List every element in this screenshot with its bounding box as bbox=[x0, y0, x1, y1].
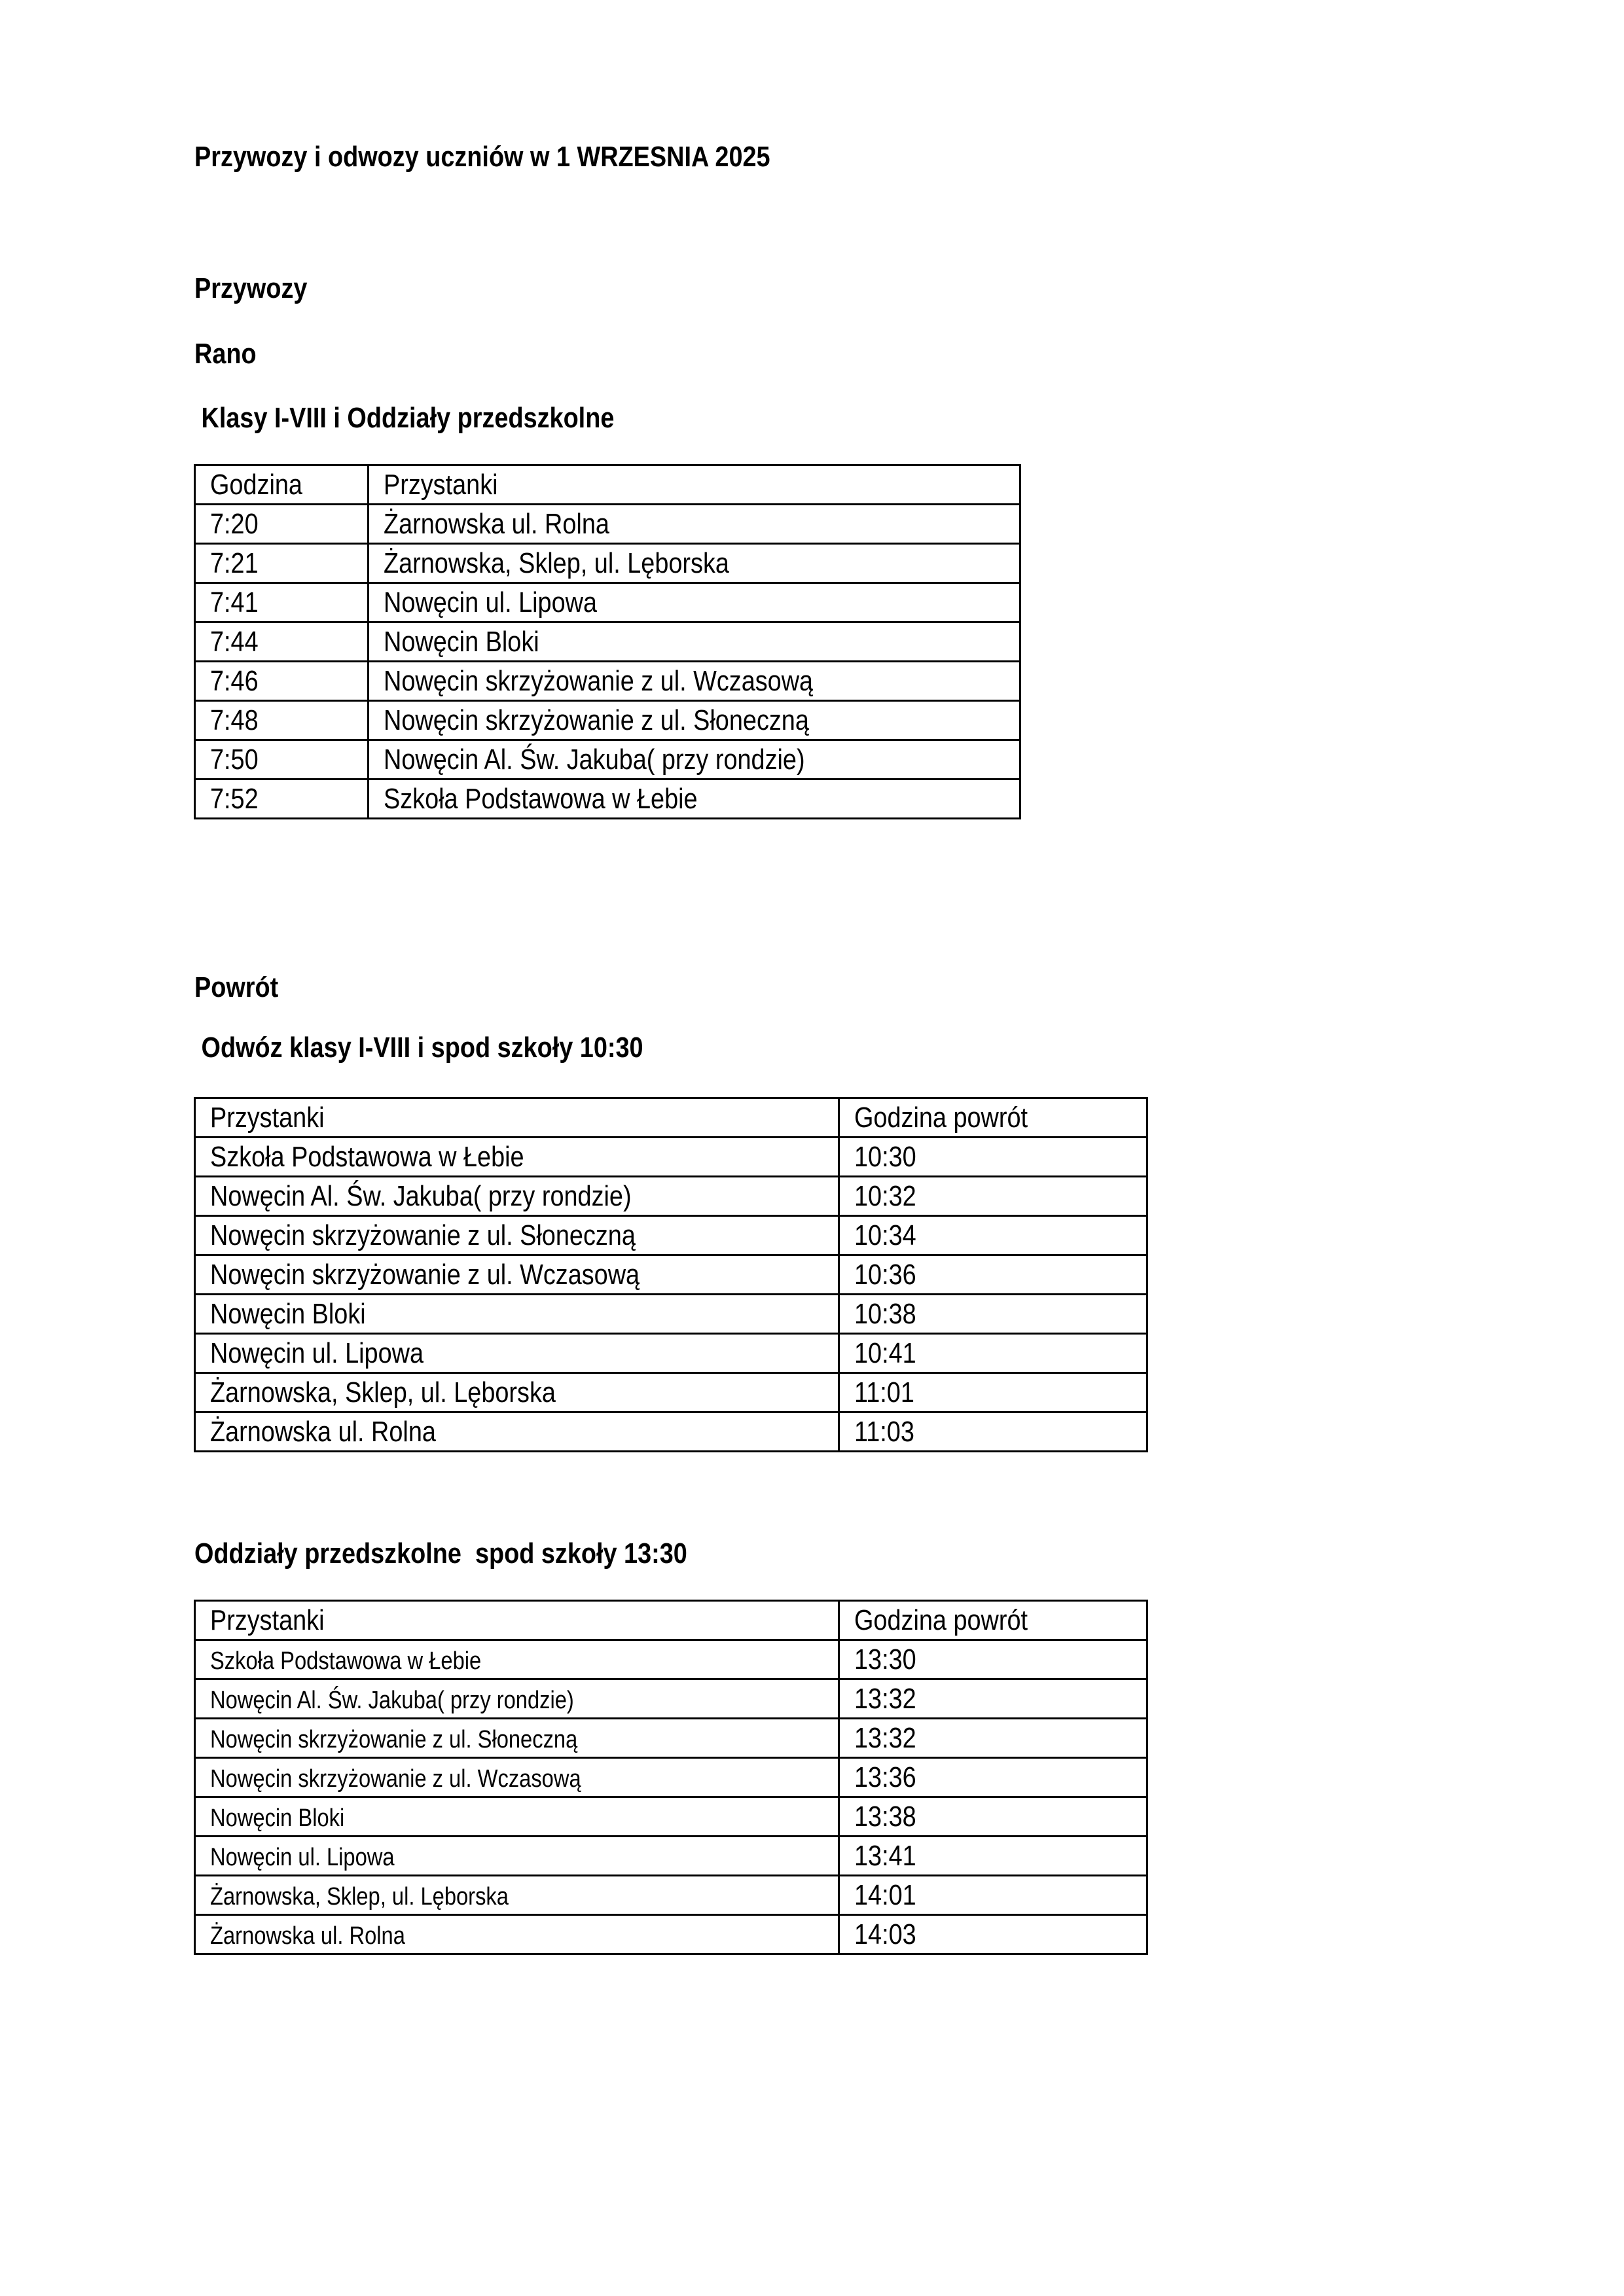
time-cell: 7:46 bbox=[195, 662, 369, 701]
stop-cell: Żarnowska ul. Rolna bbox=[195, 1412, 839, 1452]
time-cell: 11:03 bbox=[839, 1412, 1147, 1452]
stop-cell: Nowęcin skrzyżowanie z ul. Wczasową bbox=[195, 1255, 839, 1295]
table-row bbox=[195, 740, 1020, 780]
stop-cell: Nowęcin Al. Św. Jakuba( przy rondzie) bbox=[195, 1177, 839, 1216]
time-cell: 10:32 bbox=[839, 1177, 1147, 1216]
table-row bbox=[195, 1758, 1147, 1797]
time-cell: 13:38 bbox=[839, 1797, 1147, 1837]
stop-cell: Nowęcin Al. Św. Jakuba( przy rondzie) bbox=[195, 1679, 839, 1719]
time-cell: 10:30 bbox=[839, 1138, 1147, 1177]
table-row bbox=[195, 1295, 1147, 1334]
time-cell: 7:52 bbox=[195, 780, 369, 819]
table-heading-return-1330: Oddziały przedszkolne spod szkoły 13:30 bbox=[194, 1537, 687, 1570]
time-cell: 10:36 bbox=[839, 1255, 1147, 1295]
column-header-return-time: Godzina powrót bbox=[839, 1098, 1147, 1138]
table-header-row bbox=[195, 465, 1020, 505]
time-cell: 13:30 bbox=[839, 1640, 1147, 1679]
table-row bbox=[195, 505, 1020, 544]
time-cell: 11:01 bbox=[839, 1373, 1147, 1412]
stop-cell: Nowęcin ul. Lipowa bbox=[195, 1837, 839, 1876]
table-row bbox=[195, 1797, 1147, 1837]
table-row bbox=[195, 1679, 1147, 1719]
stop-cell: Nowęcin Bloki bbox=[369, 622, 1020, 662]
page-title: Przywozy i odwozy uczniów w 1 WRZESNIA 2025 bbox=[194, 141, 770, 173]
column-header-stops: Przystanki bbox=[195, 1601, 839, 1640]
time-cell: 7:41 bbox=[195, 583, 369, 622]
time-cell: 13:32 bbox=[839, 1679, 1147, 1719]
table-row bbox=[195, 701, 1020, 740]
stop-cell: Nowęcin skrzyżowanie z ul. Słoneczną bbox=[195, 1719, 839, 1758]
time-cell: 7:20 bbox=[195, 505, 369, 544]
stop-cell: Nowęcin Bloki bbox=[195, 1295, 839, 1334]
time-cell: 10:38 bbox=[839, 1295, 1147, 1334]
table-row bbox=[195, 1138, 1147, 1177]
table-row bbox=[195, 1915, 1147, 1954]
section-heading-przywozy: Przywozy bbox=[194, 272, 308, 304]
table-row bbox=[195, 622, 1020, 662]
stop-cell: Nowęcin ul. Lipowa bbox=[369, 583, 1020, 622]
stop-cell: Szkoła Podstawowa w Łebie bbox=[195, 1138, 839, 1177]
table-row bbox=[195, 544, 1020, 583]
time-cell: 14:03 bbox=[839, 1915, 1147, 1954]
table-header-row bbox=[195, 1098, 1147, 1138]
stop-cell: Szkoła Podstawowa w Łebie bbox=[369, 780, 1020, 819]
time-cell: 10:41 bbox=[839, 1334, 1147, 1373]
stop-cell: Nowęcin skrzyżowanie z ul. Słoneczną bbox=[369, 701, 1020, 740]
section-heading-powrot: Powrót bbox=[194, 971, 279, 1003]
stop-cell: Żarnowska, Sklep, ul. Lęborska bbox=[369, 544, 1020, 583]
table-row bbox=[195, 1640, 1147, 1679]
column-header-stops: Przystanki bbox=[195, 1098, 839, 1138]
table-row bbox=[195, 1373, 1147, 1412]
time-cell: 7:48 bbox=[195, 701, 369, 740]
time-cell: 7:44 bbox=[195, 622, 369, 662]
time-cell: 10:34 bbox=[839, 1216, 1147, 1255]
stop-cell: Nowęcin skrzyżowanie z ul. Wczasową bbox=[195, 1758, 839, 1797]
return-1030-schedule-table bbox=[194, 1097, 1148, 1452]
table-row bbox=[195, 1412, 1147, 1452]
stop-cell: Żarnowska, Sklep, ul. Lęborska bbox=[195, 1876, 839, 1915]
column-header-return-time: Godzina powrót bbox=[839, 1601, 1147, 1640]
return-1330-schedule-table bbox=[194, 1600, 1148, 1955]
stop-cell: Szkoła Podstawowa w Łebie bbox=[195, 1640, 839, 1679]
column-header-time: Godzina bbox=[195, 465, 369, 505]
time-cell: 7:21 bbox=[195, 544, 369, 583]
table-header-row bbox=[195, 1601, 1147, 1640]
table-row bbox=[195, 1255, 1147, 1295]
column-header-stops: Przystanki bbox=[369, 465, 1020, 505]
table-row bbox=[195, 1837, 1147, 1876]
table-row bbox=[195, 1876, 1147, 1915]
table-row bbox=[195, 1719, 1147, 1758]
table-row bbox=[195, 1216, 1147, 1255]
time-cell: 7:50 bbox=[195, 740, 369, 780]
morning-schedule-table bbox=[194, 464, 1021, 819]
subsection-heading-rano: Rano bbox=[194, 338, 257, 370]
table-heading-return-1030: Odwóz klasy I-VIII i spod szkoły 10:30 bbox=[194, 1031, 643, 1064]
time-cell: 13:41 bbox=[839, 1837, 1147, 1876]
table-row bbox=[195, 662, 1020, 701]
time-cell: 13:36 bbox=[839, 1758, 1147, 1797]
stop-cell: Nowęcin skrzyżowanie z ul. Słoneczną bbox=[195, 1216, 839, 1255]
stop-cell: Żarnowska, Sklep, ul. Lęborska bbox=[195, 1373, 839, 1412]
stop-cell: Żarnowska ul. Rolna bbox=[369, 505, 1020, 544]
time-cell: 13:32 bbox=[839, 1719, 1147, 1758]
stop-cell: Żarnowska ul. Rolna bbox=[195, 1915, 839, 1954]
stop-cell: Nowęcin Al. Św. Jakuba( przy rondzie) bbox=[369, 740, 1020, 780]
time-cell: 14:01 bbox=[839, 1876, 1147, 1915]
table-row bbox=[195, 583, 1020, 622]
table-row bbox=[195, 1334, 1147, 1373]
stop-cell: Nowęcin ul. Lipowa bbox=[195, 1334, 839, 1373]
table-row bbox=[195, 780, 1020, 819]
stop-cell: Nowęcin Bloki bbox=[195, 1797, 839, 1837]
table-row bbox=[195, 1177, 1147, 1216]
table-heading-morning: Klasy I-VIII i Oddziały przedszkolne bbox=[194, 402, 615, 434]
stop-cell: Nowęcin skrzyżowanie z ul. Wczasową bbox=[369, 662, 1020, 701]
